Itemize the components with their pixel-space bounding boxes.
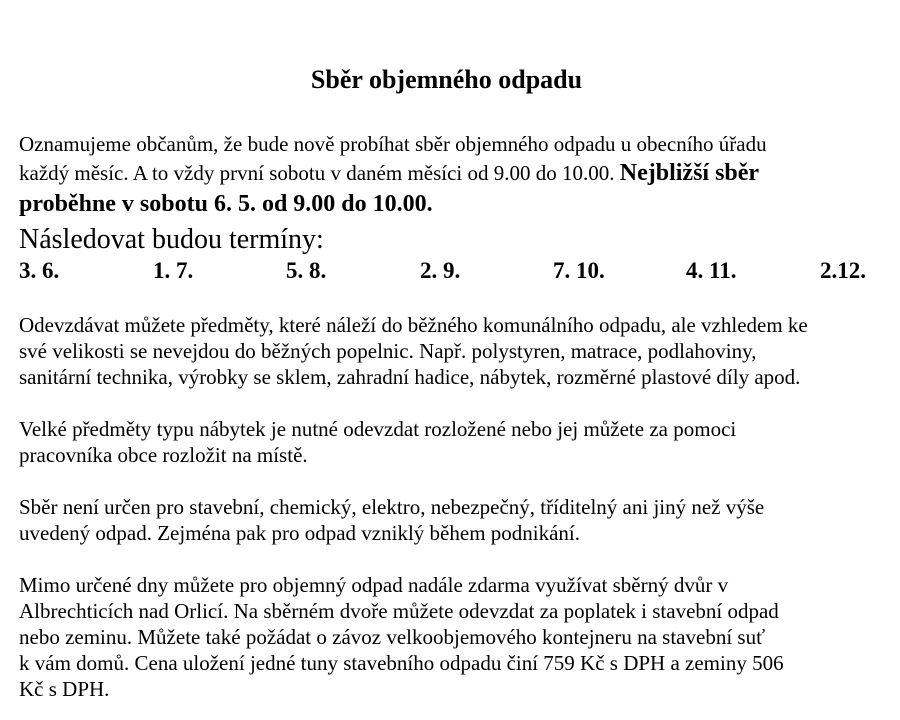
paragraph-collection-yard-line: k vám domů. Cena uložení jedné tuny stavebního odpadu činí 759 Kč s DPH a zeminy 506 [19,651,784,675]
paragraph-collection-yard-line: nebo zeminu. Můžete také požádat o závoz velkoobjemového kontejneru na stavební suť [19,625,766,649]
paragraph-furniture-line: pracovníka obce rozložit na místě. [19,443,308,467]
paragraph-accepted-items-line: své velikosti se nevejdou do běžných popelnic. Např. polystyren, matrace, podlahoviny, [19,339,757,363]
collection-date: 5. 8. [286,258,327,283]
intro-line-2-regular: každý měsíc. A to vždy první sobotu v daném měsíci od 9.00 do 10.00. [19,161,620,185]
dates-heading: Následovat budou termíny: [19,224,324,255]
collection-date: 4. 11. [686,258,737,283]
collection-date: 3. 6. [19,258,60,283]
paragraph-accepted-items-line: sanitární technika, výrobky se sklem, zahradní hadice, nábytek, rozměrné plastové díly apod. [19,365,801,389]
collection-date: 1. 7. [153,258,194,283]
paragraph-collection-yard-line: Mimo určené dny můžete pro objemný odpad nadále zdarma využívat sběrný dvůr v [19,573,729,597]
paragraph-collection-yard-line: Kč s DPH. [19,677,110,701]
page-title: Sběr objemného odpadu [310,65,583,94]
collection-date: 2.12. [820,258,866,283]
paragraph-excluded-line: Sběr není určen pro stavební, chemický, elektro, nebezpečný, tříditelný ani jiný než výše [19,495,765,519]
next-collection-notice: proběhne v sobotu 6. 5. od 9.00 do 10.00. [19,191,433,217]
paragraph-accepted-items-line: Odevzdávat můžete předměty, které náleží do běžného komunálního odpadu, ale vzhledem ke [19,313,808,337]
next-collection-notice-start: Nejbližší sběr [619,160,760,186]
paragraph-excluded-line: uvedený odpad. Zejména pak pro odpad vzniklý během podnikání. [19,521,581,545]
intro-line-1: Oznamujeme občanům, že bude nově probíhat sběr objemného odpadu u obecního úřadu [19,132,767,156]
collection-date: 2. 9. [420,258,461,283]
paragraph-collection-yard-line: Albrechticích nad Orlicí. Na sběrném dvoře můžete odevzdat za poplatek i stavební odpad [19,599,779,623]
collection-dates-row [0,256,900,286]
collection-date: 7. 10. [553,258,605,283]
intro-line-2 [19,160,759,186]
paragraph-furniture-line: Velké předměty typu nábytek je nutné odevzdat rozložené nebo jej můžete za pomoci [19,417,737,441]
